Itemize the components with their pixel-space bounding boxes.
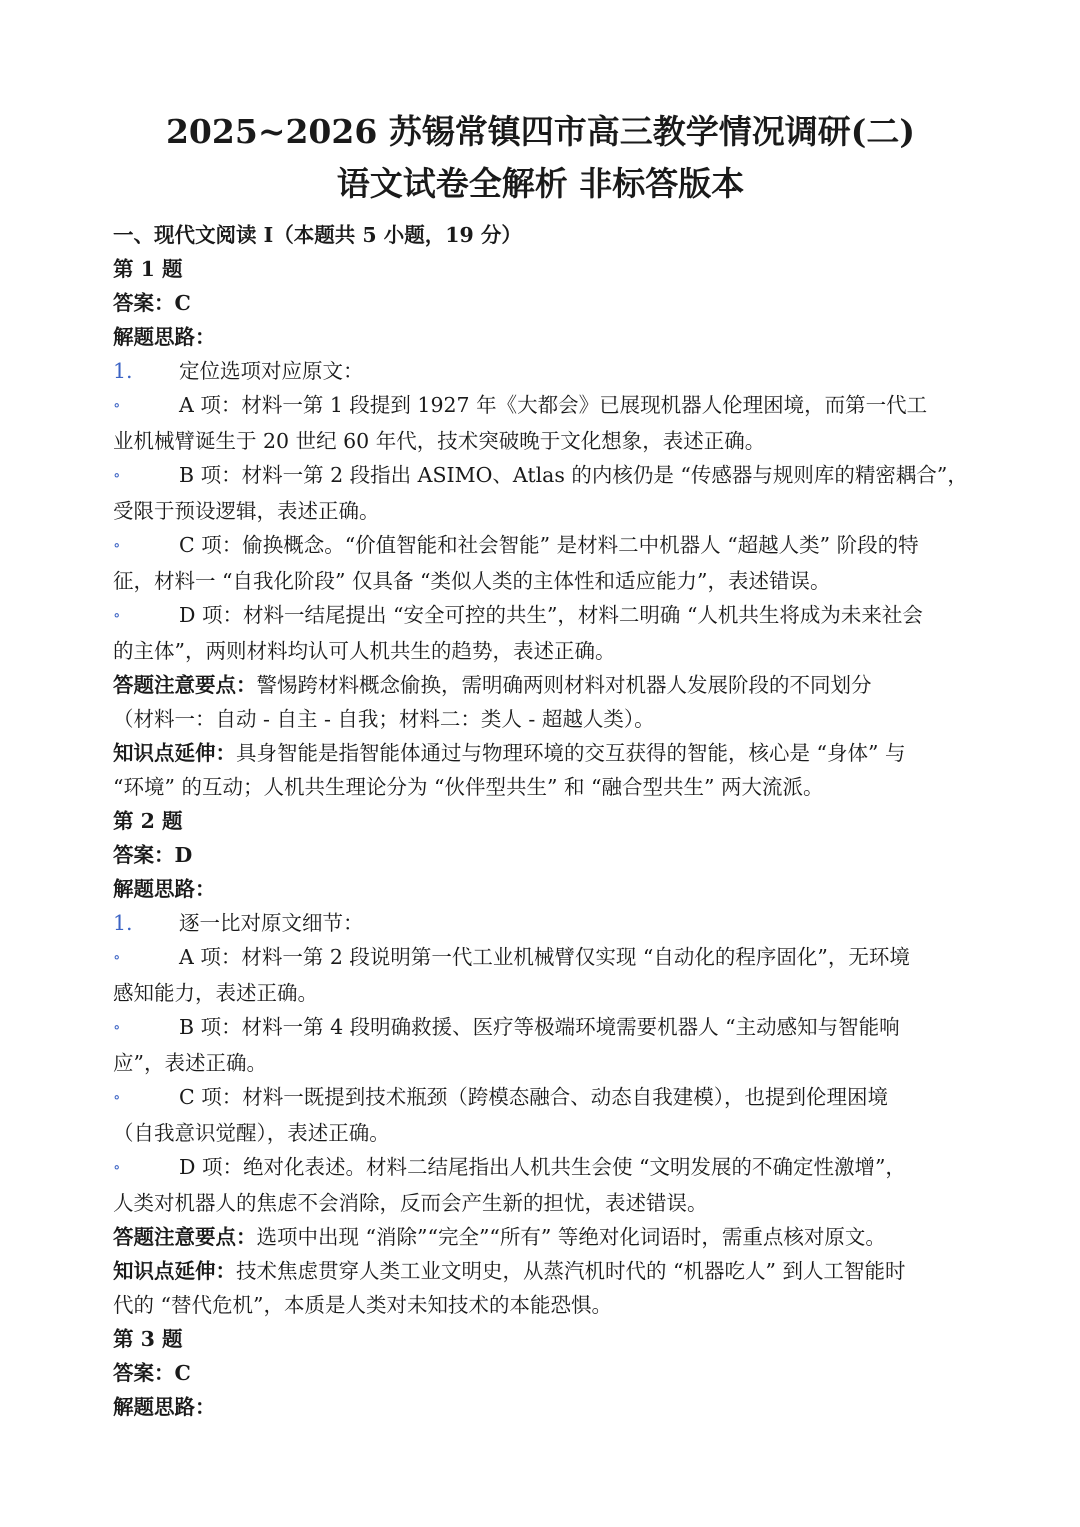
bullet-icon: ∘ [113,1158,121,1176]
question-2-option-a-cont: 感知能力，表述正确。 [113,981,318,1005]
bullet-icon: ∘ [113,396,121,414]
question-2-option-c: ∘ C 项：材料一既提到技术瓶颈（跨模态融合、动态自我建模），也提到伦理困境 [113,1080,968,1116]
question-3-answer: 答案：C [113,1361,191,1385]
question-2-extension-cont: 代的 “替代危机”，本质是人类对未知技术的本能恐惧。 [113,1293,612,1317]
question-2-option-b: ∘ B 项：材料一第 4 段明确救援、医疗等极端环境需要机器人 “主动感知与智能响 [113,1010,968,1046]
question-3-heading: 第 3 题 [113,1327,183,1351]
question-2-step [113,906,968,940]
extension-label: 知识点延伸： [113,741,236,765]
question-2-option-d-cont: 人类对机器人的焦虑不会消除，反而会产生新的担忧，表述错误。 [113,1191,708,1215]
document-title: 2025~2026 苏锡常镇四市高三教学情况调研(二) [165,112,916,151]
question-1-notes-cont: （材料一：自动 - 自主 - 自我；材料二：类人 - 超越人类）。 [113,707,655,731]
question-2-option-b-cont: 应”，表述正确。 [113,1051,267,1075]
question-1-answer: 答案：C [113,291,191,315]
question-1-option-a: ∘ A 项：材料一第 1 段提到 1927 年《大都会》已展现机器人伦理困境，而第一代工 [113,388,968,424]
question-2-notes: 答题注意要点：选项中出现 “消除”“完全”“所有” 等绝对化词语时，需重点核对原文。 [113,1225,886,1249]
question-1-option-c-cont: 征，材料一 “自我化阶段” 仅具备 “类似人类的主体性和适应能力”，表述错误。 [113,569,831,593]
question-1-option-a-cont: 业机械臂诞生于 20 世纪 60 年代，技术突破晚于文化想象，表述正确。 [113,429,766,453]
bullet-icon: ∘ [113,1088,121,1106]
question-1-step [113,354,968,388]
step-number: 1. [113,911,133,935]
section-heading: 一、现代文阅读 I（本题共 5 小题，19 分） [113,223,522,247]
step-text: 定位选项对应原文： [179,359,364,383]
question-1-option-d-cont: 的主体”，两则材料均认可人机共生的趋势，表述正确。 [113,639,616,663]
question-2-option-a: ∘ A 项：材料一第 2 段说明第一代工业机械臂仅实现 “自动化的程序固化”，无环境 [113,940,968,976]
question-1-option-b-cont: 受限于预设逻辑，表述正确。 [113,499,380,523]
question-2-heading: 第 2 题 [113,809,183,833]
question-3-thinking-label: 解题思路： [113,1395,216,1419]
bullet-icon: ∘ [113,948,121,966]
question-2-option-d: ∘ D 项：绝对化表述。材料二结尾指出人机共生会使 “文明发展的不确定性激增”， [113,1150,968,1186]
bullet-icon: ∘ [113,606,121,624]
question-2-extension: 知识点延伸：技术焦虑贯穿人类工业文明史，从蒸汽机时代的 “机器吃人” 到人工智能时 [113,1259,906,1283]
question-1-thinking-label: 解题思路： [113,325,216,349]
notes-label: 答题注意要点： [113,673,257,697]
question-2-answer: 答案：D [113,843,193,867]
step-number: 1. [113,359,133,383]
document-subtitle: 语文试卷全解析 非标答版本 [336,164,745,203]
bullet-icon: ∘ [113,1018,121,1036]
question-1-heading: 第 1 题 [113,257,183,281]
question-2-option-c-cont: （自我意识觉醒），表述正确。 [113,1121,390,1145]
question-1-notes: 答题注意要点：警惕跨材料概念偷换，需明确两则材料对机器人发展阶段的不同划分 [113,673,872,697]
question-1-extension: 知识点延伸：具身智能是指智能体通过与物理环境的交互获得的智能，核心是 “身体” 与 [113,741,906,765]
question-1-extension-cont: “环境” 的互动；人机共生理论分为 “伙伴型共生” 和 “融合型共生” 两大流派。 [113,775,824,799]
step-text: 逐一比对原文细节： [179,911,364,935]
question-1-option-c: ∘ C 项：偷换概念。“价值智能和社会智能” 是材料二中机器人 “超越人类” 阶段的特 [113,528,968,564]
question-1-option-d: ∘ D 项：材料一结尾提出 “安全可控的共生”，材料二明确 “人机共生将成为未来社会 [113,598,968,634]
bullet-icon: ∘ [113,466,121,484]
question-2-thinking-label: 解题思路： [113,877,216,901]
bullet-icon: ∘ [113,536,121,554]
question-1-option-b: ∘ B 项：材料一第 2 段指出 ASIMO、Atlas 的内核仍是 “传感器与规则库的精密耦合”， [113,458,968,494]
notes-label: 答题注意要点： [113,1225,257,1249]
extension-label: 知识点延伸： [113,1259,236,1283]
